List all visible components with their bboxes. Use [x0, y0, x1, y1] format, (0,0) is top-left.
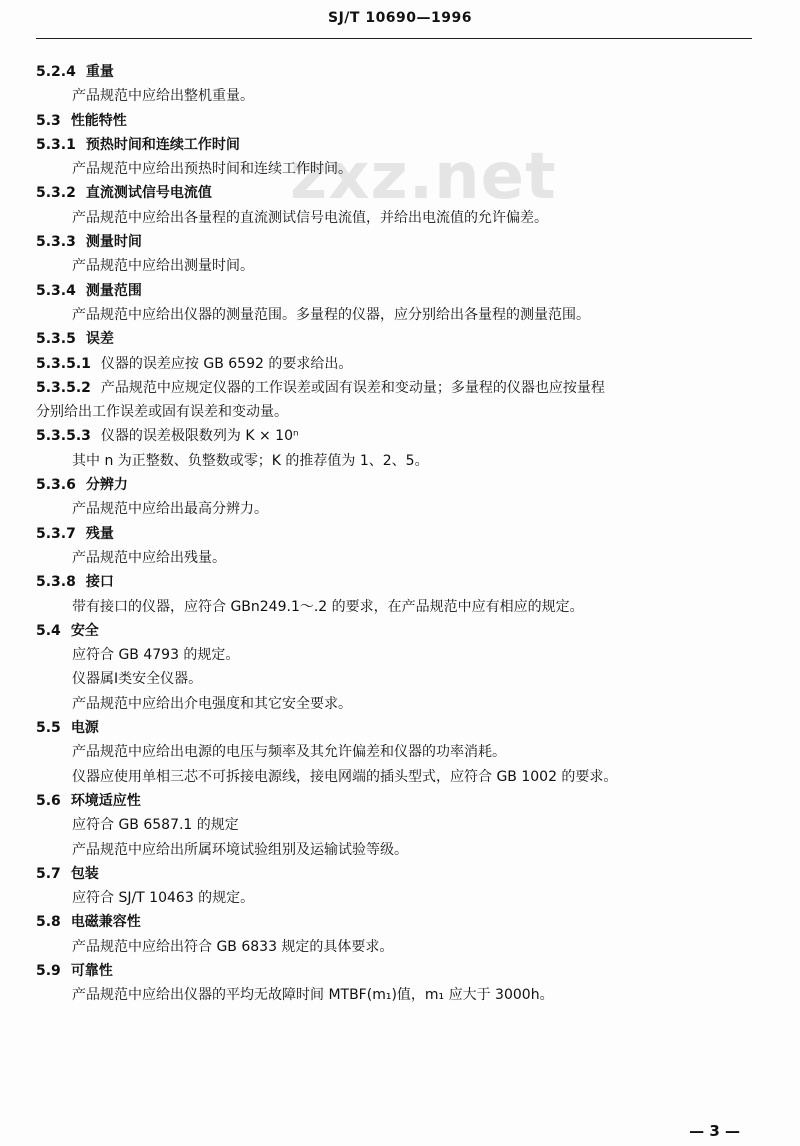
section-title: 测量范围 [85, 282, 142, 299]
section-heading [36, 279, 752, 303]
line-text: 产品规范中应给出介电强度和其它安全要求。 [72, 695, 352, 712]
paragraph-line [36, 643, 752, 667]
section-number: 5.3.3 [36, 234, 76, 251]
numbered-paragraph [36, 376, 752, 400]
paragraph-line [36, 400, 752, 424]
line-text: 产品规范中应给出符合 GB 6833 规定的具体要求。 [72, 938, 394, 955]
section-heading [36, 716, 752, 740]
watermark: zxz.net [290, 140, 557, 214]
section-title: 可靠性 [70, 962, 113, 979]
section-number: 5.3.5 [36, 331, 76, 348]
section-number: 5.3.6 [36, 477, 76, 494]
section-number: 5.7 [36, 865, 61, 882]
section-title: 接口 [85, 574, 114, 591]
section-number: 5.3.1 [36, 136, 76, 153]
section-heading [36, 570, 752, 594]
section-number: 5.3.5.2 [36, 379, 91, 396]
section-heading [36, 109, 752, 133]
section-heading [36, 181, 752, 205]
section-heading [36, 910, 752, 934]
section-heading [36, 862, 752, 886]
paragraph-line [36, 157, 752, 181]
line-text: 仪器的误差极限数列为 K × 10ⁿ [100, 428, 299, 445]
section-heading [36, 133, 752, 157]
line-text: 产品规范中应给出预热时间和连续工作时间。 [72, 161, 352, 178]
line-text: 产品规范中应规定仪器的工作误差或固有误差和变动量；多量程的仪器也应按量程 [100, 379, 605, 396]
section-heading [36, 789, 752, 813]
paragraph-line [36, 303, 752, 327]
numbered-paragraph [36, 352, 752, 376]
paragraph-line [36, 886, 752, 910]
numbered-paragraph [36, 424, 752, 448]
line-text: 带有接口的仪器，应符合 GBn249.1～.2 的要求，在产品规范中应有相应的规定。 [72, 598, 584, 615]
section-title: 安全 [70, 622, 99, 639]
line-text: 产品规范中应给出各量程的直流测试信号电流值，并给出电流值的允许偏差。 [72, 209, 548, 226]
section-number: 5.4 [36, 622, 61, 639]
paragraph-line [36, 740, 752, 764]
section-heading [36, 230, 752, 254]
page-number: — 3 — [689, 1122, 740, 1140]
paragraph-line [36, 546, 752, 570]
section-title: 环境适应性 [70, 792, 141, 809]
line-text: 仪器属Ⅰ类安全仪器。 [72, 671, 203, 688]
line-text: 分别给出工作误差或固有误差和变动量。 [36, 404, 288, 421]
section-heading [36, 327, 752, 351]
paragraph-line [36, 765, 752, 789]
section-title: 预热时间和连续工作时间 [85, 136, 240, 153]
line-text: 仪器的误差应按 GB 6592 的要求给出。 [100, 355, 353, 372]
section-number: 5.3.2 [36, 185, 76, 202]
section-number: 5.3.4 [36, 282, 76, 299]
section-title: 误差 [85, 331, 114, 348]
section-title: 重量 [85, 64, 114, 80]
section-heading [36, 619, 752, 643]
section-number: 5.3.5.3 [36, 428, 91, 445]
paragraph-line [36, 84, 752, 108]
section-heading [36, 60, 752, 84]
section-number: 5.3.8 [36, 574, 76, 591]
paragraph-line [36, 449, 752, 473]
paragraph-line [36, 935, 752, 959]
paragraph-line [36, 667, 752, 691]
line-text: 产品规范中应给出电源的电压与频率及其允许偏差和仪器的功率消耗。 [72, 744, 506, 761]
section-title: 测量时间 [85, 234, 142, 251]
paragraph-line [36, 692, 752, 716]
section-number: 5.8 [36, 914, 61, 931]
line-text: 产品规范中应给出测量时间。 [72, 258, 254, 275]
section-heading [36, 959, 752, 983]
section-title: 电源 [70, 720, 99, 737]
line-text: 应符合 GB 4793 的规定。 [72, 647, 240, 664]
line-text: 产品规范中应给出仪器的测量范围。多量程的仪器，应分别给出各量程的测量范围。 [72, 306, 590, 323]
paragraph-line [36, 813, 752, 837]
document-body [36, 60, 752, 1008]
paragraph-line [36, 206, 752, 230]
paragraph-line [36, 595, 752, 619]
section-title: 电磁兼容性 [70, 914, 141, 931]
paragraph-line [36, 838, 752, 862]
page-header: SJ/T 10690—1996 [328, 10, 472, 26]
section-number: 5.3 [36, 112, 61, 129]
section-number: 5.3.5.1 [36, 355, 91, 372]
section-title: 残量 [85, 525, 114, 542]
section-heading [36, 522, 752, 546]
paragraph-line [36, 983, 752, 1007]
section-title: 包装 [70, 865, 99, 882]
section-number: 5.9 [36, 962, 61, 979]
paragraph-line [36, 497, 752, 521]
line-text: 其中 n 为正整数、负整数或零；K 的推荐值为 1、2、5。 [72, 452, 429, 469]
section-number: 5.2.4 [36, 64, 76, 80]
section-title: 直流测试信号电流值 [85, 185, 212, 202]
line-text: 应符合 GB 6587.1 的规定 [72, 817, 239, 834]
line-text: 仪器应使用单相三芯不可拆接电源线，接电网端的插头型式，应符合 GB 1002 的要求。 [72, 768, 618, 785]
line-text: 产品规范中应给出最高分辨力。 [72, 501, 268, 518]
header-rule [36, 38, 752, 39]
section-title: 分辨力 [85, 477, 128, 494]
section-number: 5.6 [36, 792, 61, 809]
line-text: 产品规范中应给出所属环境试验组别及运输试验等级。 [72, 841, 408, 858]
line-text: 应符合 SJ/T 10463 的规定。 [72, 890, 255, 907]
line-text: 产品规范中应给出残量。 [72, 549, 226, 566]
section-number: 5.3.7 [36, 525, 76, 542]
line-text: 产品规范中应给出整机重量。 [72, 88, 254, 105]
section-number: 5.5 [36, 720, 61, 737]
section-heading [36, 473, 752, 497]
line-text: 产品规范中应给出仪器的平均无故障时间 MTBF(m₁)值，m₁ 应大于 3000h。 [72, 987, 554, 1004]
paragraph-line [36, 254, 752, 278]
section-title: 性能特性 [70, 112, 127, 129]
